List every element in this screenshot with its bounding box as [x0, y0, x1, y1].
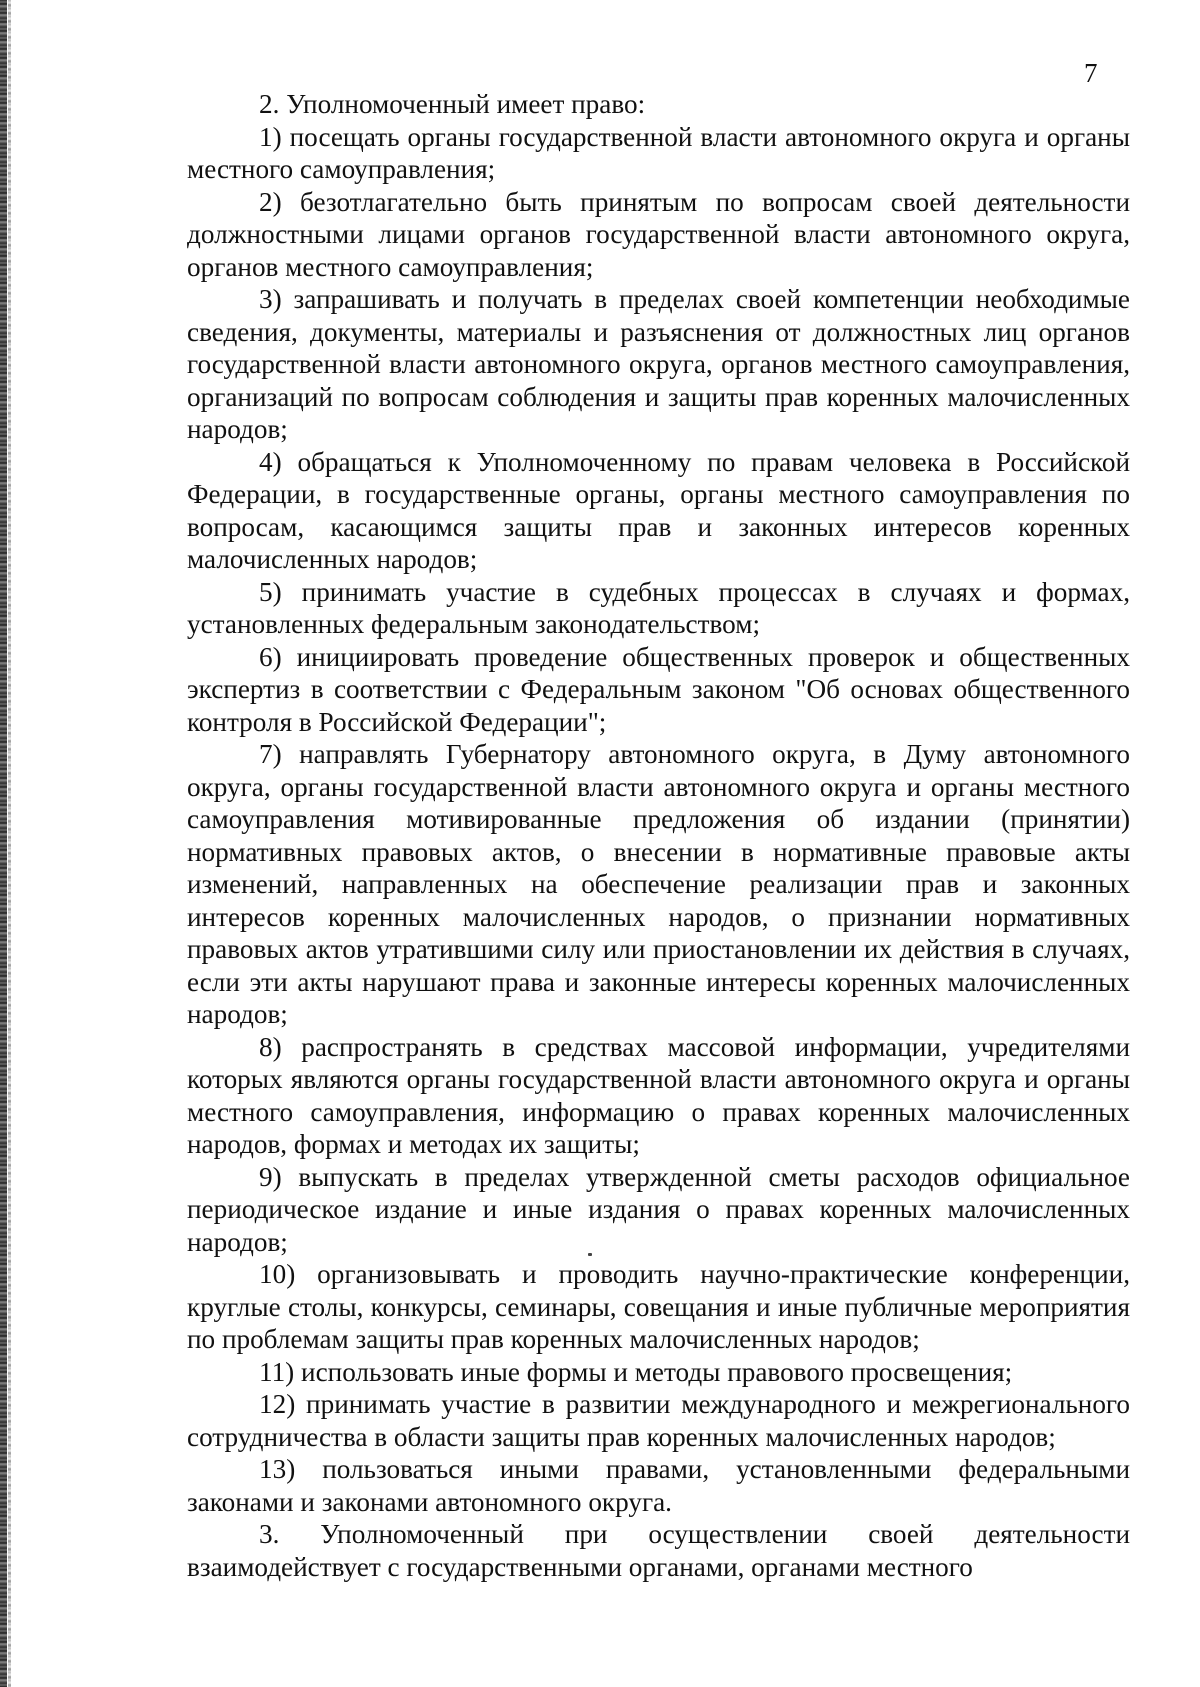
paragraph-item-6: 6) инициировать проведение общественных проверок и общественных экспертиз в соответствии с Федеральным законом "Об основах общественного контроля в Российской Федерации";	[187, 641, 1130, 737]
paragraph-item-10: 10) организовывать и проводить научно-практические конференции, круглые столы, конкурсы, семинары, совещания и иные публичные мероприятия по проблемам защиты прав коренных малочисленных народов;	[187, 1259, 1130, 1354]
paragraph-item-2: 2) безотлагательно быть принятым по вопросам своей деятельности должностными лицами органов государственной власти автономного округа, органов местного самоуправления;	[187, 186, 1130, 282]
paragraph-item-8: 8) распространять в средствах массовой информации, учредителями которых являются органы государственной власти автономного округа и органы местного самоуправления, информацию о правах коренных малочисленных народов, формах и методах их защиты;	[187, 1031, 1130, 1159]
paragraph-item-7: 7) направлять Губернатору автономного округа, в Думу автономного округа, органы государственной власти автономного округа и органы местного самоуправления мотивированные предложения об издании (принятии) нормативных правовых актов, о внесении в нормативные правовые акты изменений, направленных на обеспечение реализации прав и законных интересов коренных малочисленных народов, о признании нормативных правовых актов утратившими силу или приостановлении их действия в случаях, если эти акты нарушают права и законные интересы коренных малочисленных народов;	[187, 739, 1130, 1029]
paragraph-item-5: 5) принимать участие в судебных процессах в случаях и формах, установленных федеральным законодательством;	[187, 576, 1130, 639]
paragraph-item-3: 3) запрашивать и получать в пределах своей компетенции необходимые сведения, документы, материалы и разъяснения от должностных лиц органов государственной власти автономного округа, органов местного самоуправления, организаций по вопросам соблюдения и защиты прав коренных малочисленных народов;	[187, 284, 1130, 444]
scan-edge	[0, 0, 7, 1687]
paragraph-rights-intro: 2. Уполномоченный имеет право:	[259, 89, 646, 119]
paragraph-item-12: 12) принимать участие в развитии международного и межрегионального сотрудничества в области защиты прав коренных малочисленных народов;	[187, 1389, 1130, 1452]
paragraph-item-9: 9) выпускать в пределах утвержденной сметы расходов официальное периодическое издание и иные издания о правах коренных малочисленных народов;	[187, 1161, 1130, 1257]
paragraph-item-13: 13) пользоваться иными правами, установленными федеральными законами и законами автономного округа.	[187, 1454, 1130, 1517]
paragraph-section-3: 3. Уполномоченный при осуществлении своей деятельности взаимодействует с государственными органами, органами местного	[187, 1519, 1130, 1582]
paragraph-item-11: 11) использовать иные формы и методы правового просвещения;	[259, 1356, 1013, 1387]
paragraph-item-1: 1) посещать органы государственной власти автономного округа и органы местного самоуправления;	[187, 121, 1130, 184]
paragraph-item-4: 4) обращаться к Уполномоченному по правам человека в Российской Федерации, в государственные органы, органы местного самоуправления по вопросам, касающимся защиты прав и законных интересов коренных малочисленных народов;	[187, 446, 1130, 574]
page-number: 7	[1084, 58, 1098, 88]
scan-edge-shadow	[8, 0, 11, 1687]
scan-speck	[588, 1253, 592, 1256]
document-body	[187, 88, 1130, 1583]
